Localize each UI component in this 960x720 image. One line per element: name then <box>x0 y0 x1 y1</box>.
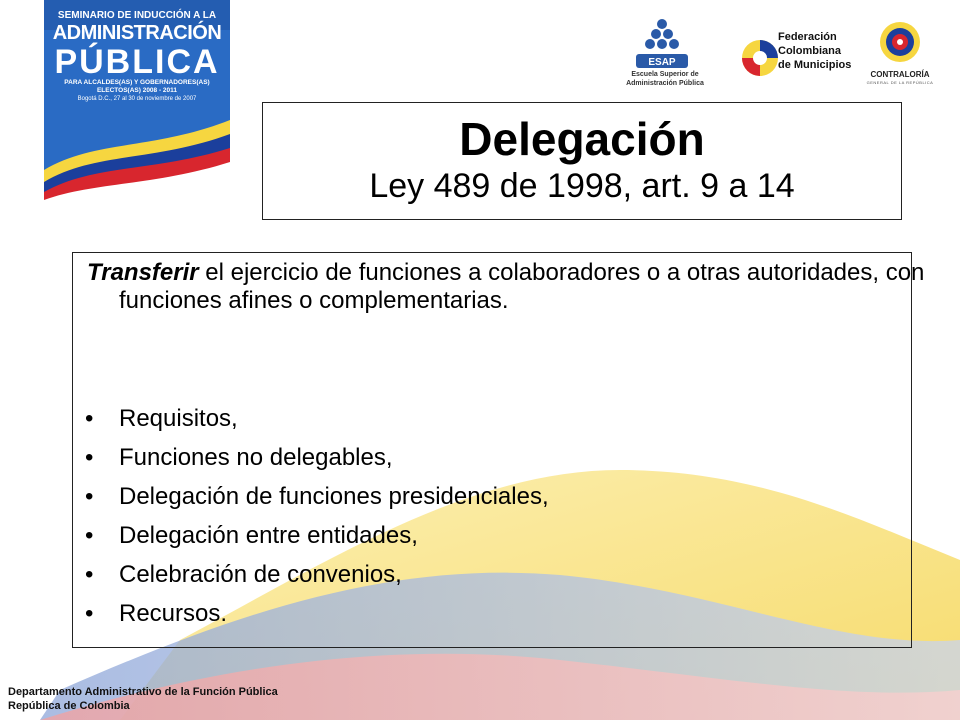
esap-label <box>612 70 718 88</box>
bullet-item <box>85 555 549 594</box>
badge-line-6: Bogotá D.C., 27 al 30 de noviembre de 2007 <box>77 96 197 102</box>
esap-label-line-1: Escuela Superior de <box>631 71 699 78</box>
intro-paragraph <box>87 259 929 315</box>
bullet-item <box>85 516 549 555</box>
bullet-glyph: • <box>85 522 94 549</box>
esap-label-line-2: Administración Pública <box>626 80 704 87</box>
bullet-text: Funciones no delegables, <box>119 444 393 471</box>
bullet-item <box>85 594 549 633</box>
footer <box>8 685 278 713</box>
bullet-glyph: • <box>85 600 94 627</box>
bullet-list <box>85 399 549 633</box>
bullet-glyph: • <box>85 483 94 510</box>
footer-line-2: República de Colombia <box>8 700 130 712</box>
footer-line-1: Departamento Administrativo de la Función Pública <box>8 686 278 698</box>
badge-text <box>44 10 230 103</box>
content-box <box>72 252 925 648</box>
badge-line-3: PÚBLICA <box>54 43 220 81</box>
fcm-label-line-2: Colombiana <box>778 45 841 57</box>
intro-text: el ejercicio de funciones a colaboradores o a otras autoridades, con funciones afines o complementarias. <box>119 259 925 314</box>
bullet-text: Recursos. <box>119 600 228 627</box>
contraloria-label: CONTRALORÍA <box>870 70 930 79</box>
badge-line-1: SEMINARIO DE INDUCCIÓN A LA <box>57 10 217 21</box>
slide-title: Delegación <box>459 113 705 165</box>
fcm-label-line-3: de Municipios <box>778 59 852 71</box>
slide-subtitle: Ley 489 de 1998, art. 9 a 14 <box>369 167 795 205</box>
bullet-text: Requisitos, <box>119 405 238 432</box>
bullet-glyph: • <box>85 444 94 471</box>
esap-mark: ESAP <box>648 57 676 68</box>
bullet-text: Celebración de convenios, <box>119 561 402 588</box>
bullet-item <box>85 477 549 516</box>
intro-emphasis: Transferir <box>87 259 199 286</box>
bullet-text: Delegación de funciones presidenciales, <box>119 483 549 510</box>
badge-line-4: PARA ALCALDES(AS) Y GOBERNADORES(AS) <box>64 79 210 86</box>
badge-line-2: ADMINISTRACIÓN <box>52 22 222 44</box>
bullet-item <box>85 438 549 477</box>
esap-logo <box>636 19 688 68</box>
contraloria-sublabel: GENERAL DE LA REPÚBLICA <box>866 80 934 85</box>
bullet-text: Delegación entre entidades, <box>119 522 418 549</box>
bullet-glyph: • <box>85 405 94 432</box>
title-box <box>262 102 902 220</box>
badge-line-5: ELECTOS(AS) 2008 - 2011 <box>96 87 178 94</box>
bullet-item <box>85 399 549 438</box>
contraloria-logo <box>880 22 920 62</box>
fcm-logo <box>742 40 778 76</box>
bullet-glyph: • <box>85 561 94 588</box>
fcm-label <box>778 30 858 72</box>
fcm-label-line-1: Federación <box>778 31 837 43</box>
